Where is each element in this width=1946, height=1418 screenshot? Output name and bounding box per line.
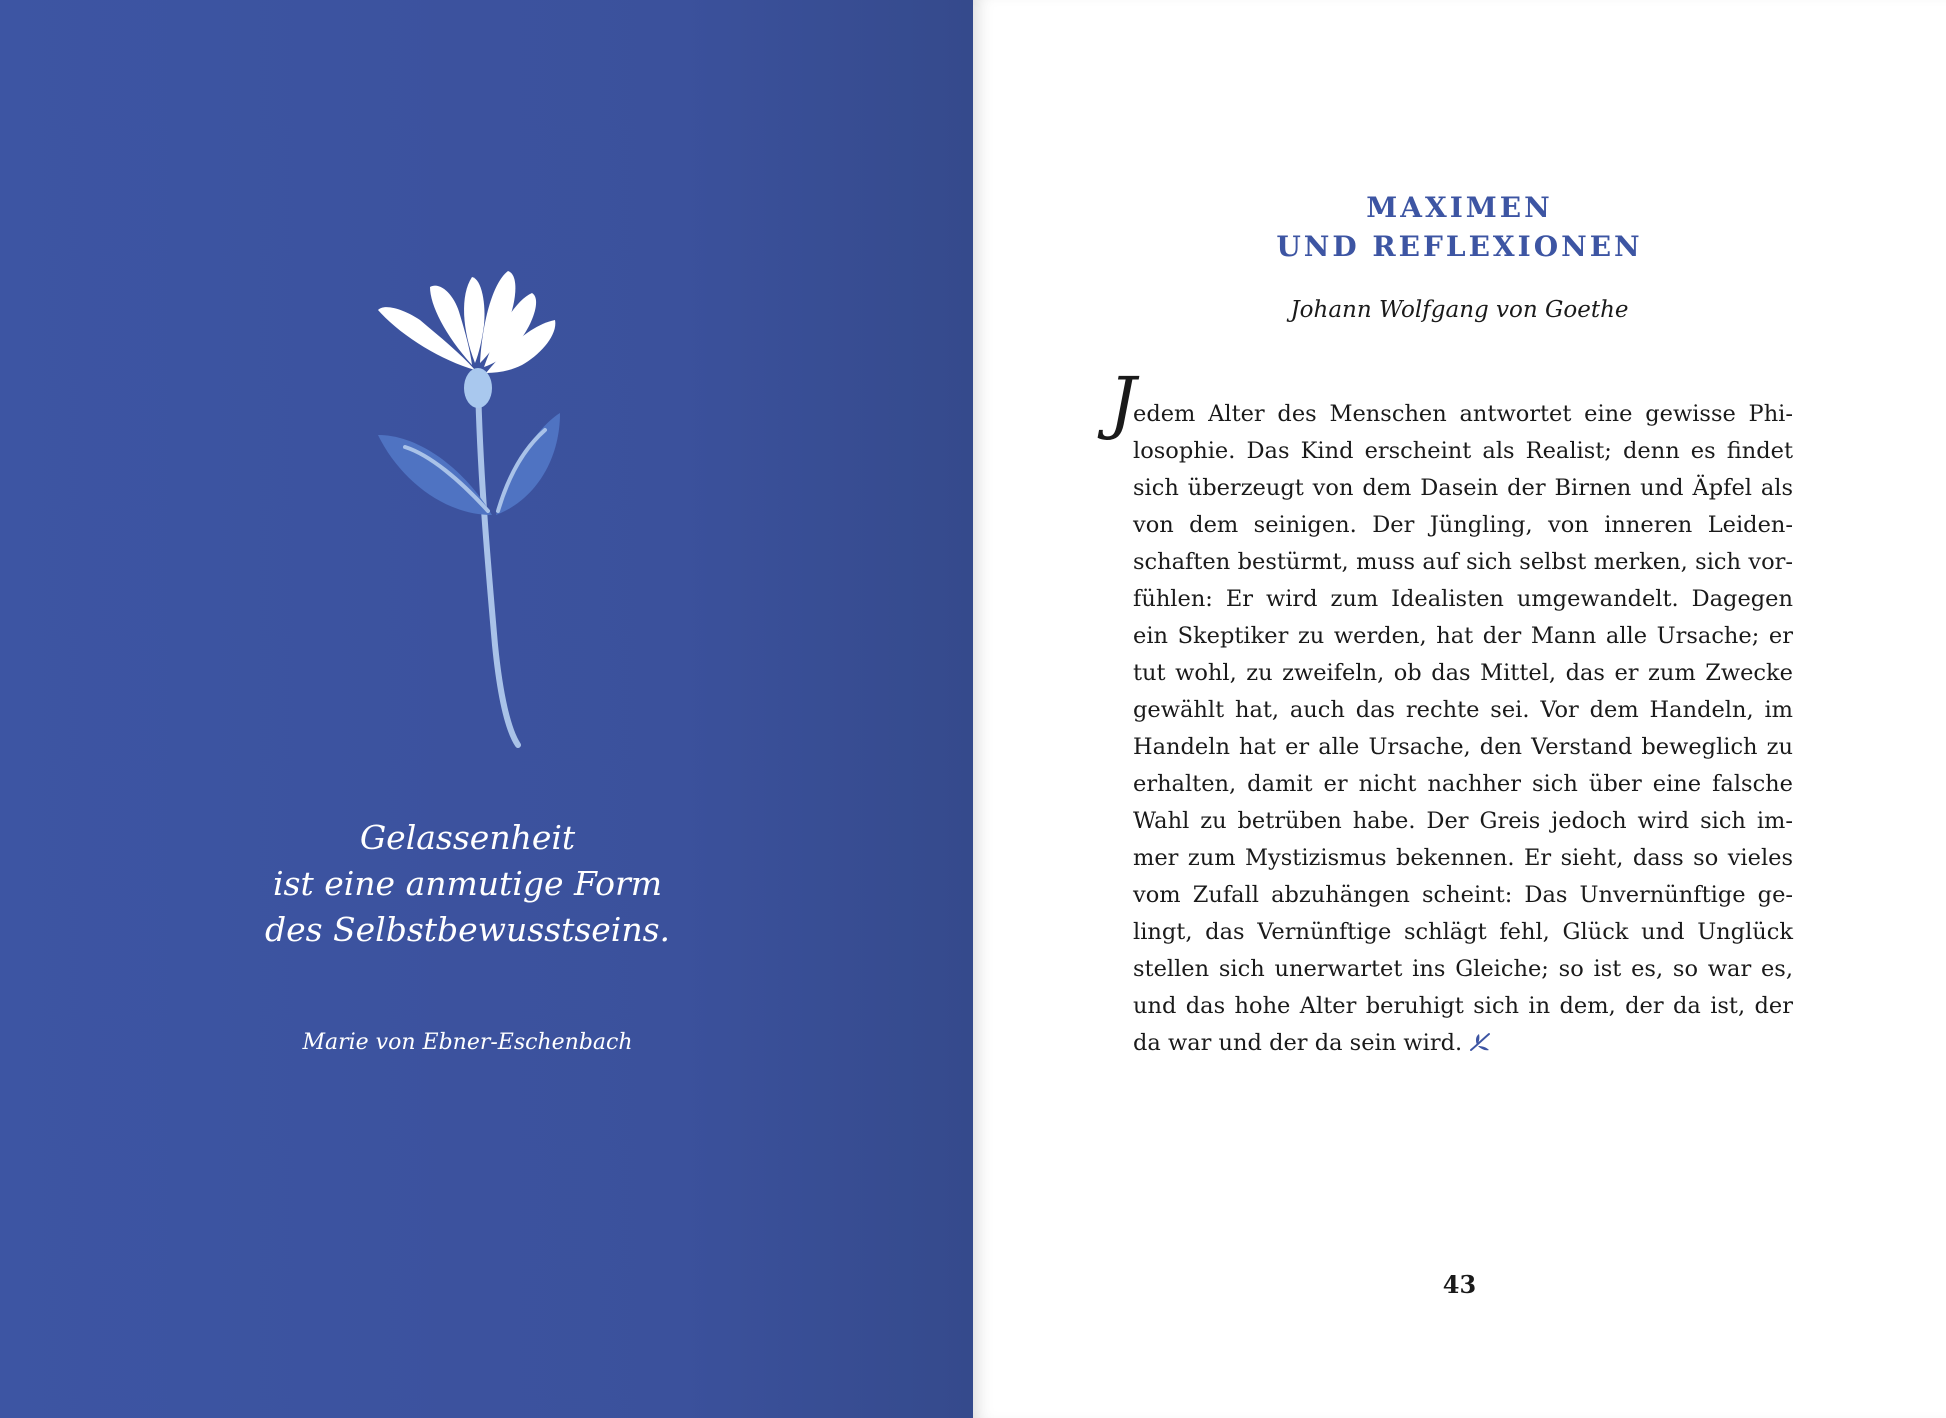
right-page [973, 0, 1946, 1418]
quote-text [0, 815, 935, 953]
page-number: 43 [1442, 1270, 1477, 1299]
chapter-title-line: MAXIMEN [1366, 191, 1553, 224]
body-line: sich überzeugt von dem Dasein der Birnen und Äpfel als [1133, 475, 1793, 501]
body-line: Wahl zu betrüben habe. Der Greis jedoch wird sich im- [1133, 808, 1793, 834]
body-line: edem Alter des Menschen antwortet eine gewisse Phi- [1133, 401, 1793, 427]
drop-cap: J [1109, 364, 1137, 443]
quote-author: Marie von Ebner-Eschenbach [302, 1030, 633, 1055]
body-line: fühlen: Er wird zum Idealisten umgewandelt. Dagegen [1133, 586, 1793, 612]
body-text [1109, 364, 1793, 1062]
body-line: gewählt hat, auch das rechte sei. Vor dem Handeln, im [1133, 697, 1793, 723]
body-line: losophie. Das Kind erscheint als Realist; denn es findet [1133, 438, 1793, 464]
body-line: lingt, das Vernünftige schlägt fehl, Glück und Unglück [1133, 919, 1793, 945]
body-line: vom Zufall abzuhängen scheint: Das Unvernünftige ge- [1133, 882, 1793, 908]
quote-line: des Selbstbewusstseins. [264, 910, 671, 949]
chapter-title [973, 188, 1946, 266]
body-line-final [1133, 1025, 1793, 1062]
body-line: und das hohe Alter beruhigt sich in dem, der da ist, der [1133, 993, 1793, 1019]
body-line: stellen sich unerwartet ins Gleiche; so ist es, so war es, [1133, 956, 1793, 982]
chapter-author: Johann Wolfgang von Goethe [1290, 297, 1629, 323]
quote-line: Gelassenheit [359, 818, 576, 857]
leaf-icon [1468, 1031, 1492, 1053]
body-line: schaften bestürmt, muss auf sich selbst merken, sich vor- [1133, 549, 1793, 575]
body-line-final-text: da war und der da sein wird. [1133, 1030, 1463, 1056]
body-line: tut wohl, zu zweifeln, ob das Mittel, das er zum Zwecke [1133, 660, 1793, 686]
flower-icon [360, 265, 580, 755]
body-line: Handeln hat er alle Ursache, den Verstand beweglich zu [1133, 734, 1793, 760]
body-line: erhalten, damit er nicht nachher sich über eine falsche [1133, 771, 1793, 797]
body-line: von dem seinigen. Der Jüngling, von inneren Leiden- [1133, 512, 1793, 538]
body-line: ein Skeptiker zu werden, hat der Mann alle Ursache; er [1133, 623, 1793, 649]
body-line: mer zum Mystizismus bekennen. Er sieht, dass so vieles [1133, 845, 1793, 871]
chapter-title-line: UND REFLEXIONEN [1276, 230, 1643, 263]
quote-line: ist eine anmutige Form [272, 864, 663, 903]
